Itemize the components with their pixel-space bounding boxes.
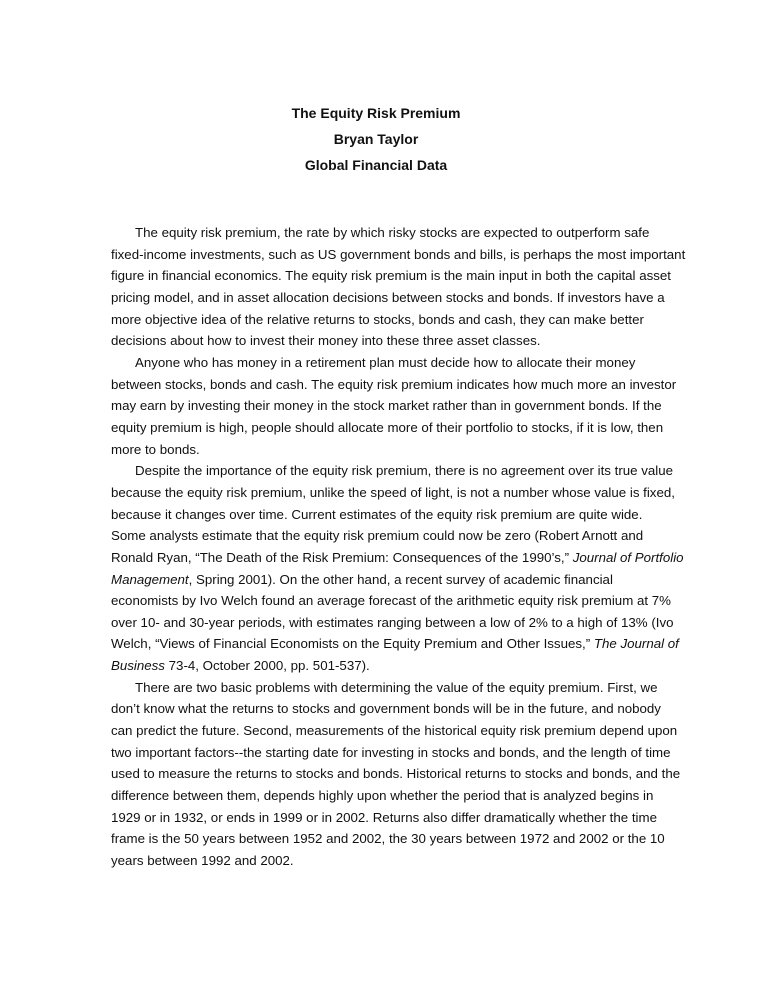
text-segment: more to bonds. bbox=[111, 441, 200, 457]
paragraph bbox=[111, 352, 677, 460]
text-segment: Despite the importance of the equity risk premium, there is no agreement over its true value bbox=[135, 463, 674, 479]
text-segment: Welch, “Views of Financial Economists on the Equity Premium and Other Issues,” bbox=[111, 636, 594, 652]
text-line bbox=[111, 309, 651, 331]
text-line bbox=[111, 222, 651, 244]
text-line bbox=[111, 504, 651, 526]
text-segment: because the equity risk premium, unlike the speed of light, is not a number whose value is fixed, bbox=[111, 484, 675, 500]
document-header bbox=[0, 100, 752, 178]
text-line bbox=[111, 807, 657, 829]
text-segment: , Spring 2001). On the other hand, a recent survey of academic financial bbox=[188, 571, 613, 587]
italic-citation-text: Business bbox=[111, 658, 165, 674]
text-line bbox=[111, 763, 681, 785]
text-segment: years between 1992 and 2002. bbox=[111, 853, 294, 869]
text-segment: 1929 or in 1932, or ends in 1999 or in 2002. Returns also differ dramatically whether the time bbox=[111, 809, 657, 825]
document-author: Bryan Taylor bbox=[333, 131, 419, 147]
italic-citation-text: The Journal of bbox=[593, 636, 679, 652]
text-line bbox=[111, 287, 665, 309]
text-line bbox=[111, 742, 671, 764]
text-segment: over 10- and 30-year periods, with estimates ranging between a low of 2% to a high of 13% (Ivo bbox=[111, 614, 674, 630]
paragraph bbox=[111, 460, 684, 677]
text-line bbox=[111, 374, 677, 396]
text-line bbox=[111, 395, 662, 417]
text-segment: used to measure the returns to stocks and bonds. Historical returns to stocks and bonds, and the bbox=[111, 766, 681, 782]
text-line bbox=[111, 417, 664, 439]
text-line bbox=[111, 698, 661, 720]
text-segment: decisions about how to invest their money into these three asset classes. bbox=[111, 333, 541, 349]
text-line bbox=[111, 828, 665, 850]
text-line bbox=[111, 785, 654, 807]
text-segment: fixed-income investments, such as US government bonds and bills, is perhaps the most important bbox=[111, 246, 686, 262]
text-line bbox=[111, 525, 651, 547]
italic-citation-text: Management bbox=[111, 571, 189, 587]
text-line bbox=[111, 655, 651, 677]
italic-citation-text: Journal of Portfolio bbox=[572, 549, 684, 565]
text-segment: There are two basic problems with determining the value of the equity premium. First, we bbox=[135, 679, 658, 695]
text-segment: can predict the future. Second, measurements of the historical equity risk premium depend upon bbox=[111, 723, 678, 739]
text-line bbox=[111, 460, 674, 482]
document-organization: Global Financial Data bbox=[304, 157, 448, 173]
document-title: The Equity Risk Premium bbox=[291, 105, 461, 121]
text-line bbox=[111, 547, 684, 569]
text-line bbox=[111, 720, 678, 742]
paragraph bbox=[111, 677, 681, 872]
text-segment: may earn by investing their money in the stock market rather than in government bonds. If the bbox=[111, 398, 662, 414]
text-segment: pricing model, and in asset allocation decisions between stocks and bonds. If investors have a bbox=[111, 289, 665, 305]
text-segment: two important factors--the starting date for investing in stocks and bonds, and the length of time bbox=[111, 744, 671, 760]
text-segment: more objective idea of the relative returns to stocks, bonds and cash, they can make better bbox=[111, 311, 644, 327]
text-line bbox=[111, 352, 651, 374]
text-segment: frame is the 50 years between 1952 and 2002, the 30 years between 1972 and 2002 or the 10 bbox=[111, 831, 665, 847]
document-body bbox=[111, 222, 686, 872]
paragraph bbox=[111, 222, 686, 352]
text-line bbox=[111, 265, 671, 287]
text-segment: Some analysts estimate that the equity risk premium could now be zero (Robert Arnott and bbox=[111, 528, 644, 544]
text-segment: 73-4, October 2000, pp. 501-537). bbox=[164, 658, 370, 674]
text-line bbox=[111, 569, 651, 591]
text-segment: don’t know what the returns to stocks and government bonds will be in the future, and nobody bbox=[111, 701, 661, 717]
text-line bbox=[111, 612, 674, 634]
text-segment: between stocks, bonds and cash. The equity risk premium indicates how much more an investor bbox=[111, 376, 677, 392]
text-segment: because it changes over time. Current estimates of the equity risk premium are quite wide. bbox=[111, 506, 643, 522]
text-line bbox=[111, 677, 658, 699]
text-line bbox=[111, 439, 651, 461]
text-segment: Ronald Ryan, “The Death of the Risk Premium: Consequences of the 1990’s,” bbox=[111, 549, 573, 565]
text-line bbox=[111, 590, 671, 612]
text-segment: economists by Ivo Welch found an average forecast of the arithmetic equity risk premium at 7% bbox=[111, 593, 671, 609]
text-line bbox=[111, 482, 675, 504]
text-segment: Anyone who has money in a retirement plan must decide how to allocate their money bbox=[135, 354, 636, 370]
text-segment: equity premium is high, people should allocate more of their portfolio to stocks, if it is low, then bbox=[111, 419, 664, 435]
text-segment: difference between them, depends highly upon whether the period that is analyzed begins in bbox=[111, 788, 654, 804]
text-line bbox=[111, 850, 651, 872]
text-segment: The equity risk premium, the rate by which risky stocks are expected to outperform safe bbox=[135, 225, 650, 240]
text-line bbox=[111, 330, 651, 352]
text-line bbox=[111, 633, 679, 655]
text-line bbox=[111, 244, 686, 266]
text-segment: figure in financial economics. The equity risk premium is the main input in both the capital asset bbox=[111, 268, 671, 284]
